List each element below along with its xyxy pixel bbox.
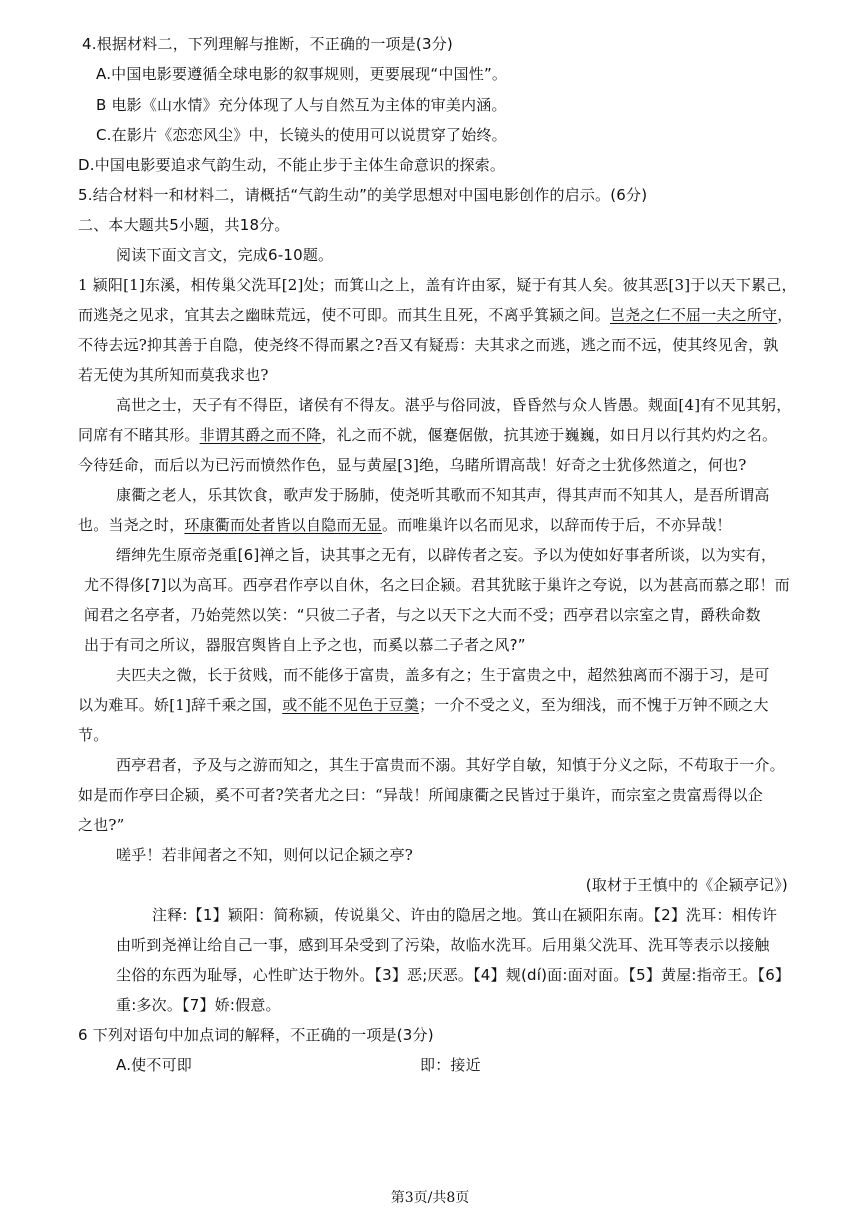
underlined-sentence-3: 环康衢而处者皆以自隐而无显 <box>184 516 383 534</box>
passage-text: 而逃尧之见求，宜其去之幽昧荒远，使不可即。而其生且死，不离乎箕颍之间。 <box>78 306 611 324</box>
passage-p6-line3: 之也?” <box>78 816 125 834</box>
passage-p1-line2 <box>78 304 792 326</box>
notes-line4: 重:多次。【7】娇:假意。 <box>116 996 281 1014</box>
q4-stem: 4.根据材料二，下列理解与推断，不正确的一项是(3分) <box>82 35 453 53</box>
notes-line2: 由听到尧禅让给自己一事，感到耳朵受到了污染，故临水洗耳。后用巢父洗耳、洗耳等表示以接触 <box>116 936 770 954</box>
passage-p2-line3: 今待廷命，而后以为已污而愤然作色，显与黄屋[3]绝，乌睹所谓高哉！好奇之士犹侈然道之，何也? <box>78 456 747 474</box>
passage-p1-line4: 若无使为其所知而莫我求也? <box>78 366 269 384</box>
passage-p1-line3: 不待去远?抑其善于自隐，使尧终不得而累之?吾又有疑焉：夫其求之而逃，逃之而不远，使其终见舍，孰 <box>78 336 779 354</box>
passage-source: (取材于王慎中的《企颍亭记》) <box>585 876 788 894</box>
underlined-sentence-4: 或不能不见色于豆羹 <box>282 696 420 714</box>
q4-option-b: B 电影《山水情》充分体现了人与自然互为主体的审美内涵。 <box>96 96 507 114</box>
notes-line1: 注释:【1】颖阳：简称颍，传说巢父、许由的隐居之地。箕山在颍阳东南。【2】洗耳：相传许 <box>152 906 778 924</box>
q4-option-a: A.中国电影要遵循全球电影的叙事规则，更要展现“中国性”。 <box>96 65 508 83</box>
passage-p4-line1: 缙绅先生原帝尧重[6]禅之旨，诀其事之无有，以辟传者之妄。予以为使如好事者所谈，以为实有， <box>116 546 777 564</box>
passage-text: 也。当尧之时， <box>78 516 185 534</box>
section-heading: 二、本大题共5小题，共18分。 <box>78 216 290 234</box>
q5-stem: 5.结合材料一和材料二，请概括“气韵生动”的美学思想对中国电影创作的启示。(6分) <box>78 186 648 204</box>
passage-p2-line1: 高世之士，天子有不得臣，诸侯有不得友。湛乎与俗同波，昏昏然与众人皆愚。觌面[4]有不见其躬， <box>116 396 792 414</box>
underlined-sentence-2: 非谓其爵之而不降 <box>199 426 322 444</box>
passage-p4-line4: 出于有司之所议，器服宫舆皆自上予之也，而奚以慕二子者之风?” <box>84 636 526 654</box>
passage-text: ，礼之而不就，偃蹇倨傲，抗其迹于巍巍，如日月以行其灼灼之名。 <box>321 426 778 444</box>
underlined-sentence-1: 岂尧之仁不屈一夫之所守 <box>610 306 778 324</box>
passage-p4-line2: 尤不得侈[7]以为高耳。西亭君作亭以自休，名之曰企颍。君其犹眩于巢许之夸说，以为甚高而慕之耶！而 <box>84 576 790 594</box>
q6-stem: 6 下列对语句中加点词的解释，不正确的一项是(3分) <box>78 1026 434 1044</box>
passage-text: 。而唯巢许以名而见求，以辞而传于后，不亦异哉！ <box>382 516 732 534</box>
q6-option-a-gloss: 即：接近 <box>420 1056 481 1074</box>
q6-option-a: A.使不可即 <box>116 1056 192 1074</box>
passage-text: ， <box>777 306 793 324</box>
passage-p6-line1: 西亭君者，予及与之游而知之，其生于富贵而不溺。其好学自敏，知慎于分义之际，不苟取于一介。 <box>116 756 785 774</box>
passage-p1-line1: 1 颍阳[1]东溪，相传巢父洗耳[2]处；而箕山之上，盖有许由冢，疑于有其人矣。彼其恶[3]于以天下累己， <box>78 276 797 294</box>
passage-text: 同席有不睹其形。 <box>78 426 200 444</box>
passage-text: ；一介不受之义，至为细浅，而不愧于万钟不顾之大 <box>419 696 769 714</box>
q4-option-c: C.在影片《恋恋风尘》中，长镜头的使用可以说贯穿了始终。 <box>96 126 507 144</box>
passage-p6-line2: 如是而作亭曰企颍，奚不可者?笑者尤之曰：“异哉！所闻康衢之民皆过于巢许，而宗室之贵富焉得以企 <box>78 786 763 804</box>
passage-p4-line3: 闻君之名亭者，乃始莞然以笑：“只彼二子者，与之以天下之大而不受；西亭君以宗室之胄，爵秩命数 <box>84 606 761 624</box>
passage-p2-line2 <box>78 424 777 446</box>
passage-p3-line1: 康衢之老人，乐其饮食，歌声发于肠肺，使尧听其歌而不知其声，得其声而不知其人，是吾所谓高 <box>116 486 770 504</box>
q4-option-d: D.中国电影要追求气韵生动，不能止步于主体生命意识的探索。 <box>78 156 506 174</box>
passage-p3-line2 <box>78 514 732 536</box>
page-number: 第3页/共8页 <box>390 1190 470 1206</box>
passage-p5-line1: 夫匹夫之微，长于贫贱，而不能侈于富贵，盖多有之；生于富贵之中，超然独离而不溺于习，是可 <box>116 666 770 684</box>
section-intro: 阅读下面文言文，完成6-10题。 <box>116 246 334 264</box>
passage-p5-line2 <box>78 694 769 716</box>
passage-p7: 嗟乎！若非闻者之不知，则何以记企颍之亭? <box>116 846 414 864</box>
passage-text: 以为难耳。娇[1]辞千乘之国， <box>78 696 283 714</box>
passage-p5-line3: 节。 <box>78 726 109 744</box>
notes-line3: 尘俗的东西为耻辱，心性旷达于物外。【3】恶;厌恶。【4】觌(dí)面:面对面。【5】黄屋:指帝王。【6】 <box>116 966 791 984</box>
